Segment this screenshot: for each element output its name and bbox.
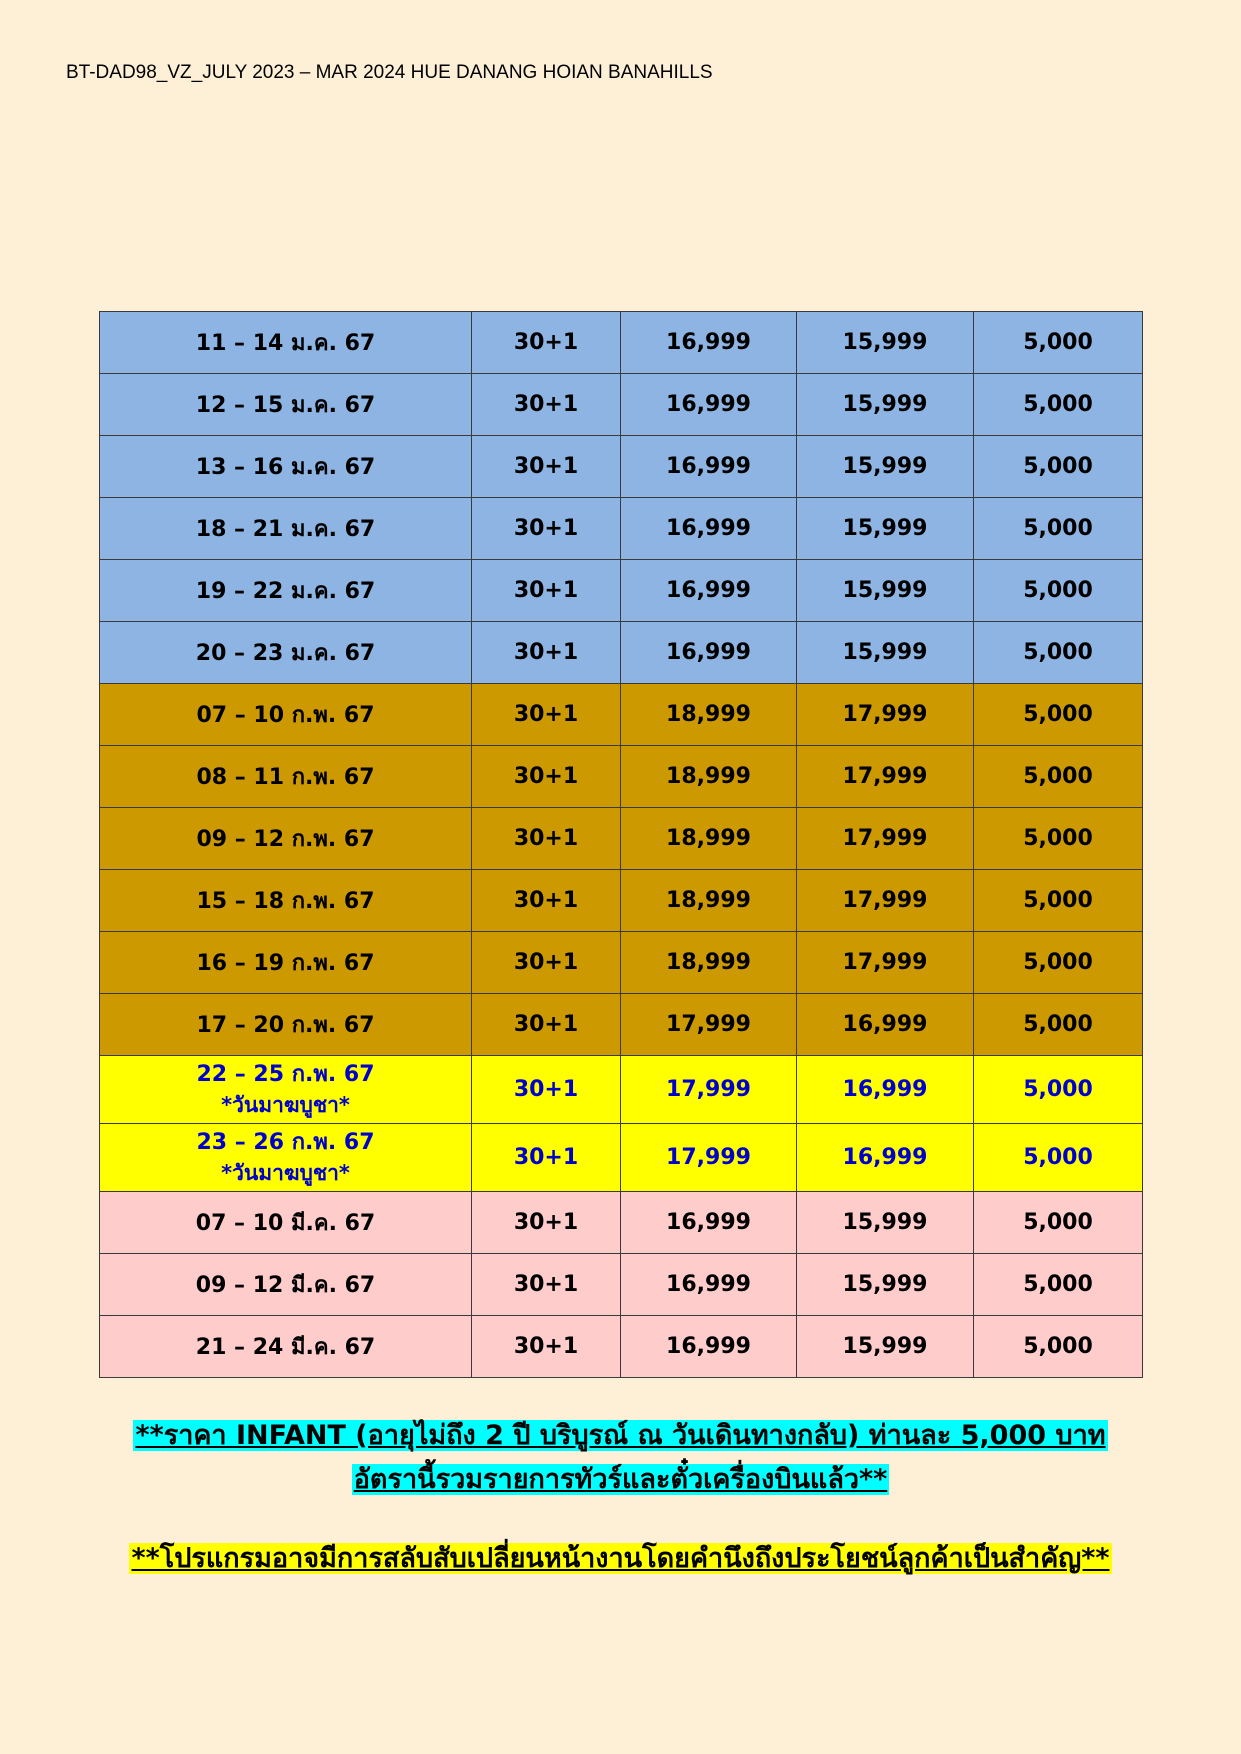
seats-cell: 30+1	[472, 436, 621, 498]
price-cell-2: 15,999	[797, 312, 974, 374]
seats-cell: 30+1	[472, 1254, 621, 1316]
price-cell-2: 16,999	[797, 1124, 974, 1192]
price-cell-1: 16,999	[621, 374, 797, 436]
date-cell	[100, 870, 472, 932]
date-range-text: 17 – 20 ก.พ. 67	[196, 1013, 375, 1038]
seats-cell: 30+1	[472, 560, 621, 622]
price-cell-1: 16,999	[621, 622, 797, 684]
holiday-note: *วันมาฆบูชา*	[221, 1160, 350, 1185]
date-range-text: 09 – 12 ก.พ. 67	[196, 827, 375, 852]
price-cell-1: 16,999	[621, 1254, 797, 1316]
price-cell-2: 17,999	[797, 932, 974, 994]
price-cell-1: 17,999	[621, 1056, 797, 1124]
price-cell-1: 17,999	[621, 1124, 797, 1192]
date-range-text: 08 – 11 ก.พ. 67	[196, 765, 375, 790]
table-row	[100, 870, 1143, 932]
date-cell	[100, 1192, 472, 1254]
price-cell-3: 5,000	[974, 1124, 1143, 1192]
price-cell-2: 15,999	[797, 1192, 974, 1254]
price-cell-1: 18,999	[621, 808, 797, 870]
price-cell-3: 5,000	[974, 746, 1143, 808]
table-row	[100, 560, 1143, 622]
price-cell-3: 5,000	[974, 684, 1143, 746]
table-row	[100, 1316, 1143, 1378]
price-cell-1: 16,999	[621, 498, 797, 560]
program-note-text: **โปรแกรมอาจมีการสลับสับเปลี่ยนหน้างานโดยคำนึงถึงประโยชน์ลูกค้าเป็นสำคัญ**	[131, 1543, 1110, 1574]
price-cell-3: 5,000	[974, 870, 1143, 932]
date-range-text: 09 – 12 มี.ค. 67	[195, 1273, 376, 1298]
seats-cell: 30+1	[472, 1056, 621, 1124]
table-row	[100, 746, 1143, 808]
table-row	[100, 1056, 1143, 1124]
page-header-title: BT-DAD98_VZ_JULY 2023 – MAR 2024 HUE DANANG HOIAN BANAHILLS	[66, 62, 713, 83]
seats-cell: 30+1	[472, 1192, 621, 1254]
price-cell-2: 15,999	[797, 622, 974, 684]
date-range-text: 23 – 26 ก.พ. 67	[196, 1129, 375, 1155]
table-row	[100, 436, 1143, 498]
seats-cell: 30+1	[472, 1124, 621, 1192]
program-change-note	[0, 1537, 1241, 1581]
price-cell-2: 16,999	[797, 994, 974, 1056]
seats-cell: 30+1	[472, 622, 621, 684]
price-cell-1: 16,999	[621, 436, 797, 498]
price-cell-2: 17,999	[797, 870, 974, 932]
date-range-text: 11 – 14 ม.ค. 67	[195, 331, 376, 356]
holiday-note: *วันมาฆบูชา*	[221, 1092, 350, 1117]
table-row	[100, 684, 1143, 746]
seats-cell: 30+1	[472, 932, 621, 994]
price-cell-2: 15,999	[797, 1254, 974, 1316]
date-cell	[100, 932, 472, 994]
price-cell-1: 18,999	[621, 932, 797, 994]
date-cell	[100, 374, 472, 436]
price-cell-2: 17,999	[797, 746, 974, 808]
price-cell-3: 5,000	[974, 560, 1143, 622]
table-row	[100, 374, 1143, 436]
price-cell-1: 18,999	[621, 870, 797, 932]
date-cell	[100, 994, 472, 1056]
date-range-text: 18 – 21 ม.ค. 67	[195, 517, 376, 542]
price-cell-1: 16,999	[621, 1316, 797, 1378]
seats-cell: 30+1	[472, 808, 621, 870]
seats-cell: 30+1	[472, 498, 621, 560]
date-cell	[100, 560, 472, 622]
date-range-text: 16 – 19 ก.พ. 67	[196, 951, 375, 976]
price-cell-1: 16,999	[621, 312, 797, 374]
date-cell	[100, 746, 472, 808]
date-range-text: 07 – 10 มี.ค. 67	[195, 1211, 376, 1236]
table-row	[100, 808, 1143, 870]
price-cell-2: 15,999	[797, 498, 974, 560]
table-row	[100, 622, 1143, 684]
date-range-text: 13 – 16 ม.ค. 67	[195, 455, 376, 480]
price-cell-3: 5,000	[974, 622, 1143, 684]
date-range-text: 20 – 23 ม.ค. 67	[195, 641, 376, 666]
table-row	[100, 1192, 1143, 1254]
price-cell-2: 15,999	[797, 1316, 974, 1378]
price-cell-1: 18,999	[621, 684, 797, 746]
price-cell-3: 5,000	[974, 312, 1143, 374]
price-cell-2: 17,999	[797, 684, 974, 746]
infant-note-line-1: **ราคา INFANT (อายุไม่ถึง 2 ปี บริบูรณ์ ณ วันเดินทางกลับ) ท่านละ 5,000 บาท	[135, 1420, 1106, 1451]
price-cell-2: 16,999	[797, 1056, 974, 1124]
seats-cell: 30+1	[472, 746, 621, 808]
table-row	[100, 1124, 1143, 1192]
price-cell-2: 15,999	[797, 560, 974, 622]
date-range-text: 15 – 18 ก.พ. 67	[196, 889, 375, 914]
seats-cell: 30+1	[472, 1316, 621, 1378]
date-cell	[100, 1056, 472, 1124]
date-range-text: 12 – 15 ม.ค. 67	[195, 393, 376, 418]
date-range-text: 21 – 24 มี.ค. 67	[195, 1335, 376, 1360]
seats-cell: 30+1	[472, 684, 621, 746]
date-range-text: 19 – 22 ม.ค. 67	[195, 579, 376, 604]
price-cell-3: 5,000	[974, 1316, 1143, 1378]
table-row	[100, 1254, 1143, 1316]
price-cell-2: 15,999	[797, 436, 974, 498]
table-row	[100, 312, 1143, 374]
date-cell	[100, 684, 472, 746]
infant-note-line-2: อัตรานี้รวมรายการทัวร์และตั๋วเครื่องบินแล้ว**	[353, 1464, 888, 1495]
price-cell-1: 16,999	[621, 1192, 797, 1254]
price-cell-3: 5,000	[974, 932, 1143, 994]
price-cell-3: 5,000	[974, 808, 1143, 870]
price-cell-1: 18,999	[621, 746, 797, 808]
price-table-body	[100, 312, 1143, 1378]
date-cell	[100, 808, 472, 870]
price-cell-2: 15,999	[797, 374, 974, 436]
price-cell-3: 5,000	[974, 1056, 1143, 1124]
date-cell	[100, 622, 472, 684]
table-row	[100, 994, 1143, 1056]
table-row	[100, 932, 1143, 994]
date-range-text: 22 – 25 ก.พ. 67	[196, 1061, 375, 1087]
date-range-text: 07 – 10 ก.พ. 67	[196, 703, 375, 728]
seats-cell: 30+1	[472, 994, 621, 1056]
table-row	[100, 498, 1143, 560]
price-table	[99, 311, 1143, 1378]
date-cell	[100, 312, 472, 374]
date-cell	[100, 436, 472, 498]
price-cell-3: 5,000	[974, 1254, 1143, 1316]
date-cell	[100, 1124, 472, 1192]
price-cell-2: 17,999	[797, 808, 974, 870]
infant-price-note	[0, 1414, 1241, 1502]
seats-cell: 30+1	[472, 870, 621, 932]
price-cell-1: 17,999	[621, 994, 797, 1056]
price-cell-3: 5,000	[974, 498, 1143, 560]
price-cell-3: 5,000	[974, 994, 1143, 1056]
price-cell-3: 5,000	[974, 436, 1143, 498]
price-cell-3: 5,000	[974, 374, 1143, 436]
date-cell	[100, 1254, 472, 1316]
date-cell	[100, 498, 472, 560]
price-cell-1: 16,999	[621, 560, 797, 622]
seats-cell: 30+1	[472, 374, 621, 436]
seats-cell: 30+1	[472, 312, 621, 374]
price-cell-3: 5,000	[974, 1192, 1143, 1254]
date-cell	[100, 1316, 472, 1378]
